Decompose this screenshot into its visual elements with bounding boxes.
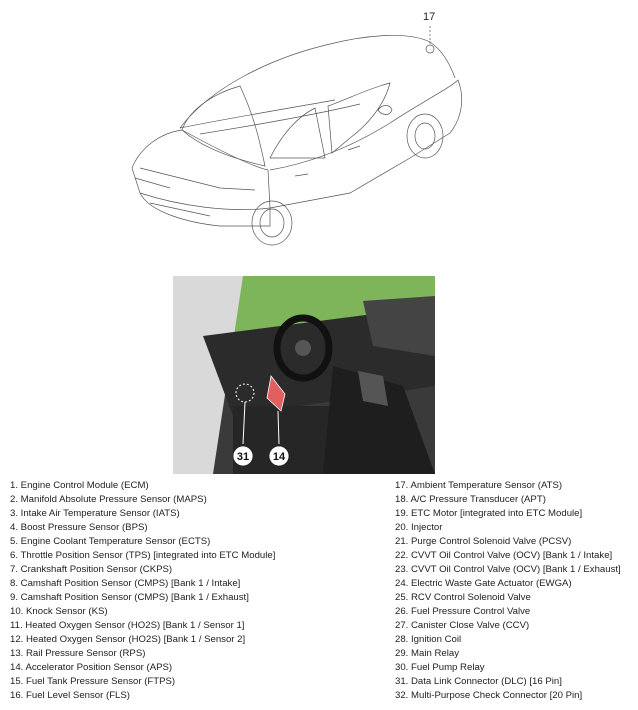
legend-item: 13. Rail Pressure Sensor (RPS) (10, 648, 146, 659)
legend-item: 30. Fuel Pump Relay (395, 662, 485, 673)
legend-item: 19. ETC Motor [integrated into ETC Module] (395, 508, 583, 519)
legend-item: 12. Heated Oxygen Sensor (HO2S) [Bank 1 / Sensor 2] (10, 634, 246, 645)
legend-item: 31. Data Link Connector (DLC) [16 Pin] (395, 676, 562, 687)
legend-item: 16. Fuel Level Sensor (FLS) (10, 690, 130, 701)
legend-item: 14. Accelerator Position Sensor (APS) (10, 662, 173, 673)
legend-item: 21. Purge Control Solenoid Valve (PCSV) (395, 536, 572, 547)
callout-17-label: 17 (423, 11, 436, 23)
legend-item: 7. Crankshaft Position Sensor (CKPS) (10, 564, 173, 575)
legend-item: 32. Multi-Purpose Check Connector [20 Pin] (395, 690, 583, 701)
legend-item: 11. Heated Oxygen Sensor (HO2S) [Bank 1 / Sensor 1] (10, 620, 245, 631)
steering-hub (295, 340, 311, 356)
legend-item: 1. Engine Control Module (ECM) (10, 480, 149, 491)
legend-item: 8. Camshaft Position Sensor (CMPS) [Bank 1 / Intake] (10, 578, 241, 589)
legend-item: 15. Fuel Tank Pressure Sensor (FTPS) (10, 676, 176, 687)
legend-item: 18. A/C Pressure Transducer (APT) (395, 494, 546, 505)
legend-item: 3. Intake Air Temperature Sensor (IATS) (10, 508, 180, 519)
legend-item: 22. CVVT Oil Control Valve (OCV) [Bank 1 / Intake] (395, 550, 613, 561)
legend-item: 27. Canister Close Valve (CCV) (395, 620, 530, 631)
legend-item: 5. Engine Coolant Temperature Sensor (ECTS) (10, 536, 211, 547)
legend-item: 20. Injector (395, 522, 443, 533)
car-outline-drawing (120, 8, 470, 253)
legend-item: 6. Throttle Position Sensor (TPS) [integrated into ETC Module] (10, 550, 276, 561)
callout-14-label: 14 (272, 451, 286, 463)
legend-item: 24. Electric Waste Gate Actuator (EWGA) (395, 578, 572, 589)
legend-item: 17. Ambient Temperature Sensor (ATS) (395, 480, 563, 491)
legend-item: 29. Main Relay (395, 648, 459, 659)
legend-item: 10. Knock Sensor (KS) (10, 606, 108, 617)
callout-31-label: 31 (236, 451, 250, 463)
legend-item: 4. Boost Pressure Sensor (BPS) (10, 522, 148, 533)
legend-right-column (395, 479, 635, 703)
legend-item: 23. CVVT Oil Control Valve (OCV) [Bank 1 / Exhaust] (395, 564, 621, 575)
legend-item: 9. Camshaft Position Sensor (CMPS) [Bank 1 / Exhaust] (10, 592, 249, 603)
interior-photo (173, 276, 435, 474)
legend-item: 2. Manifold Absolute Pressure Sensor (MAPS) (10, 494, 207, 505)
legend-left-column (10, 479, 380, 703)
legend-item: 26. Fuel Pressure Control Valve (395, 606, 531, 617)
legend-item: 28. Ignition Coil (395, 634, 462, 645)
legend-item: 25. RCV Control Solenoid Valve (395, 592, 531, 603)
